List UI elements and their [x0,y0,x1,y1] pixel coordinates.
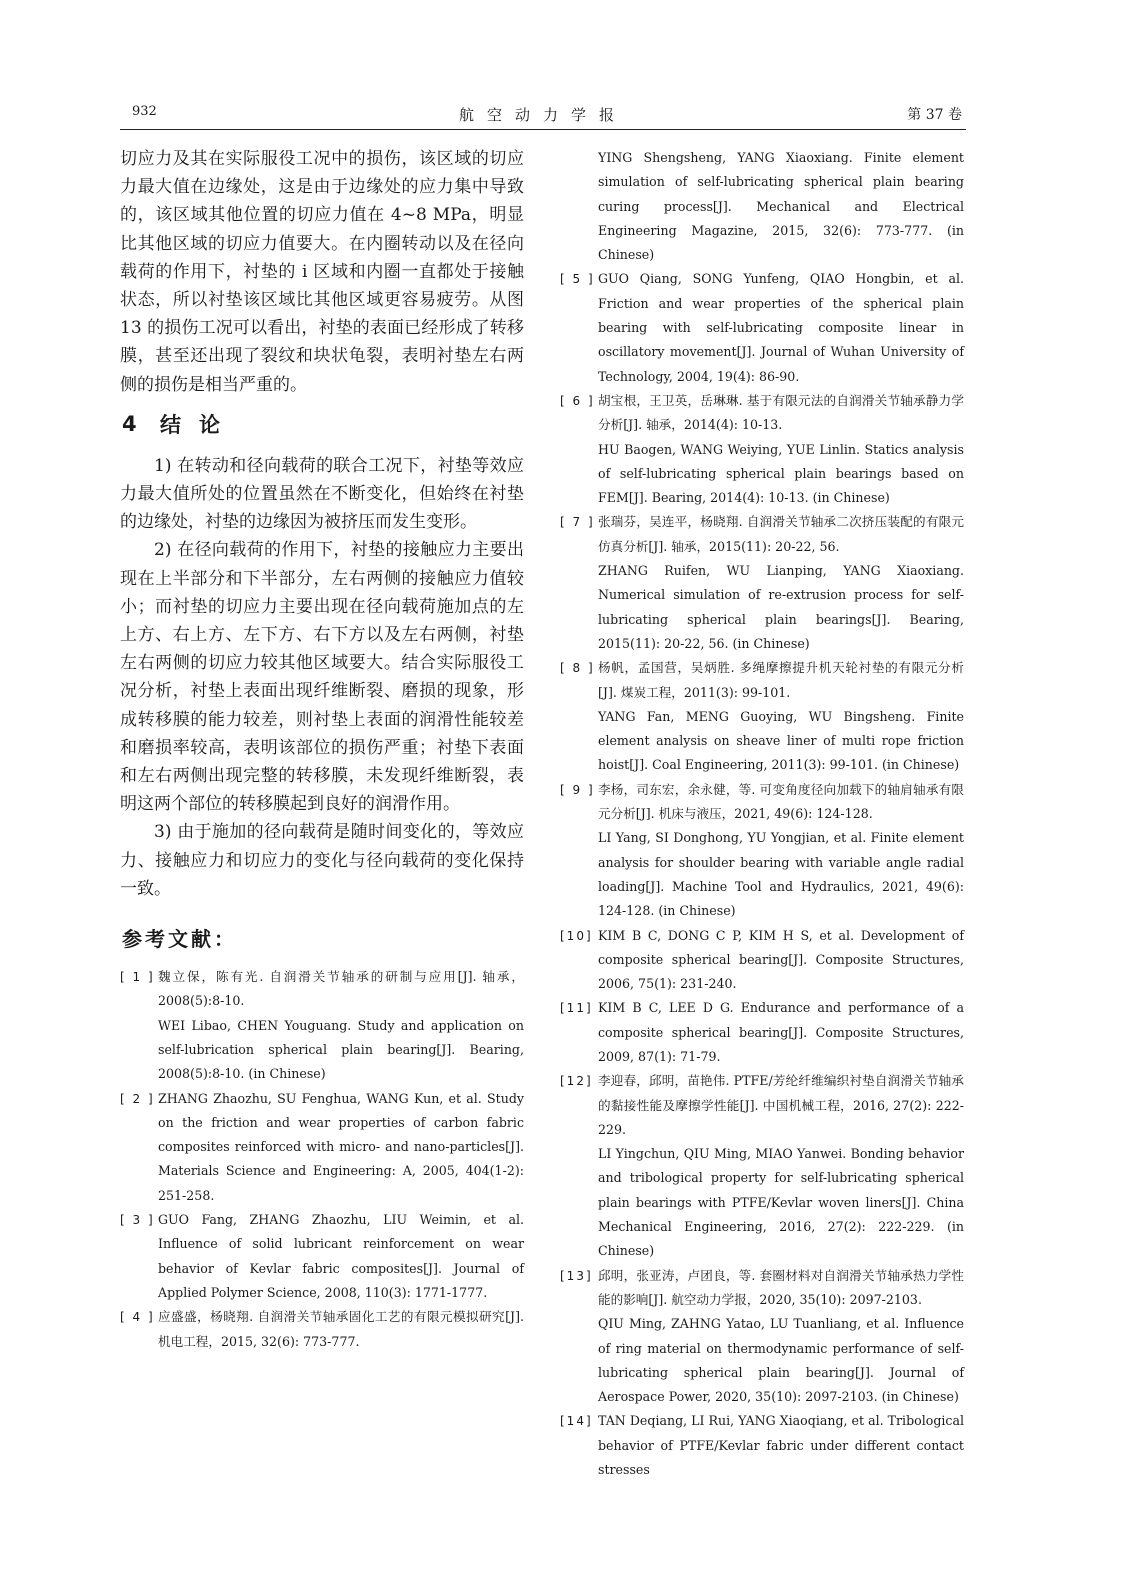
reference-item [560,267,964,388]
reference-number: [ 9 ] [560,782,595,797]
reference-item [560,924,964,997]
reference-line: 魏立保，陈有光. 自润滑关节轴承的研制与应用[J]. 轴承，2008(5):8-10. [158,969,524,1009]
reference-list-left [120,965,524,1354]
reference-line: 张瑞芬，吴连平，杨晓翔. 自润滑关节轴承二次挤压装配的有限元仿真分析[J]. 轴承，2015(11): 20-22, 56. [598,514,964,554]
reference-line: QIU Ming, ZAHNG Yatao, LU Tuanliang, et al. Influence of ring material on thermodynamic performance of self-lubricating spherical plain bearing[J]. Journal of Aerospace Power, 2020, 35(10): 2097-2103. (in Chinese) [598,1316,964,1405]
reference-item [120,1087,524,1208]
reference-text [158,1208,524,1305]
reference-line: 邱明，张亚涛，卢团良，等. 套圈材料对自润滑关节轴承热力学性能的影响[J]. 航空动力学报，2020, 35(10): 2097-2103. [598,1267,964,1307]
reference-text [598,996,964,1069]
reference-number: [ 6 ] [560,393,595,408]
reference-text [158,1087,524,1208]
reference-item [560,389,964,510]
reference-continuation [560,146,964,267]
section-heading [122,410,524,438]
reference-line: GUO Fang, ZHANG Zhaozhu, LIU Weimin, et al. Influence of solid lubricant reinforcement on wear behavior of Kevlar fabric composites[J]. Journal of Applied Polymer Science, 2008, 110(3): 1771-1777. [158,1212,524,1300]
reference-text [598,778,964,924]
reference-line: 胡宝根，王卫英，岳琳琳. 基于有限元法的自润滑关节轴承静力学分析[J]. 轴承，2014(4): 10-13. [598,392,964,433]
reference-number: [ 4 ] [120,1310,155,1325]
section-number: 4 [122,411,137,436]
volume-label: 第 37 卷 [907,107,962,123]
reference-line: 应盛盛，杨晓翔. 自润滑关节轴承固化工艺的有限元模拟研究[J]. 机电工程，2015, 32(6): 773-777. [158,1309,524,1349]
reference-text [598,924,964,997]
reference-line: KIM B C, LEE D G. Endurance and performance of a composite spherical bearing[J]. Composite Structures, 2009, 87(1): 71-79. [598,1000,964,1064]
reference-number: [12] [560,1074,593,1089]
reference-line: WEI Libao, CHEN Youguang. Study and application on self-lubrication spherical plain bearing[J]. Bearing, 2008(5):8-10. (in Chinese) [158,1017,524,1082]
reference-line: LI Yang, SI Donghong, YU Yongjian, et al. Finite element analysis for shoulder bearing with variable angle radial loading[J]. Machine Tool and Hydraulics, 2021, 49(6): 124-128. (in Chinese) [598,830,964,919]
conclusion-1: 1) 在转动和径向载荷的联合工况下，衬垫等效应力最大值所处的位置虽然在不断变化，但始终在衬垫的边缘处，衬垫的边缘因为被挤压而发生变形。 [120,455,524,533]
reference-line: 李迎春，邱明，苗艳伟. PTFE/芳纶纤维编织衬垫自润滑关节轴承的黏接性能及摩擦学性能[J]. 中国机械工程，2016, 27(2): 222-229. [598,1073,964,1137]
reference-text [158,1305,524,1354]
reference-text: YING Shengsheng, YANG Xiaoxiang. Finite element simulation of self-lubricating spherical plain bearing curing process[J]. Mechanical and Electrical Engineering Magazine, 2015, 32(6): 773-777. (in Chinese) [598,150,964,263]
left-column [120,145,524,1354]
reference-line: ZHANG Zhaozhu, SU Fenghua, WANG Kun, et al. Study on the friction and wear properties of carbon fabric composites reinforced with micro- and nano-particles[J]. Materials Science and Engineering: A, 2005, 404(1-2): 251-258. [158,1090,524,1203]
journal-title: 航空动力学报 [458,106,627,124]
reference-number: [14] [560,1414,593,1429]
reference-number: [ 5 ] [560,272,595,287]
reference-item [120,965,524,1086]
reference-line: HU Baogen, WANG Weiying, YUE Linlin. Statics analysis of self-lubricating spherical plain bearings based on FEM[J]. Bearing, 2014(4): 10-13. (in Chinese) [598,441,964,506]
body-paragraph: 切应力及其在实际服役工况中的损伤，该区域的切应力最大值在边缘处，这是由于边缘处的应力集中导致的，该区域其他位置的切应力值在 4~8 MPa，明显比其他区域的切应力值要大。在内圈转动以及在径向载荷的作用下，衬垫的 i 区域和内圈一直都处于接触状态，所以衬垫该区域比其他区域更容易疲劳。从图 13 的损伤工况可以看出，衬垫的表面已经形成了转移膜，甚至还出现了裂纹和块状龟裂，表明衬垫左右两侧的损伤是相当严重的。 [120,149,524,395]
reference-item [560,510,964,656]
reference-item [120,1208,524,1305]
reference-number: [13] [560,1268,593,1283]
reference-line: TAN Deqiang, LI Rui, YANG Xiaoqiang, et al. Tribological behavior of PTFE/Kevlar fabric under different contact stresses [598,1413,964,1478]
reference-line: YANG Fan, MENG Guoying, WU Bingsheng. Finite element analysis on sheave liner of multi rope friction hoist[J]. Coal Engineering, 2011(3): 99-101. (in Chinese) [598,708,964,773]
reference-line: ZHANG Ruifen, WU Lianping, YANG Xiaoxiang. Numerical simulation of re-extrusion process for self-lubricating spherical plain bearings[J]. Bearing, 2015(11): 20-22, 56. (in Chinese) [598,563,964,651]
reference-number: [10] [560,928,593,943]
reference-text [598,267,964,388]
reference-number: [ 8 ] [560,661,595,676]
reference-text [598,1264,964,1410]
reference-item [560,1069,964,1263]
right-column [560,146,964,1482]
reference-line: LI Yingchun, QIU Ming, MIAO Yanwei. Bonding behavior and tribological property for self-lubricating spherical plain bearings with PTFE/Kevlar woven liners[J]. China Mechanical Engineering, 2016, 27(2): 222-229. (in Chinese) [598,1146,964,1259]
reference-item [560,1409,964,1482]
reference-line: 杨帆，孟国营，吴炳胜. 多绳摩擦提升机天轮衬垫的有限元分析[J]. 煤炭工程，2011(3): 99-101. [598,660,964,700]
reference-item [560,1264,964,1410]
reference-item [560,778,964,924]
conclusion-3: 3) 由于施加的径向载荷是随时间变化的，等效应力、接触应力和切应力的变化与径向载荷的变化保持一致。 [120,822,524,899]
page-number: 932 [132,104,157,119]
reference-number: [11] [560,1001,593,1016]
reference-text [598,656,964,777]
header-rule [120,129,966,130]
reference-text [158,965,524,1086]
reference-number: [ 7 ] [560,515,595,530]
reference-line: GUO Qiang, SONG Yunfeng, QIAO Hongbin, et al. Friction and wear properties of the spherical plain bearing with self-lubricating composite linear in oscillatory movement[J]. Journal of Wuhan University of Technology, 2004, 19(4): 86-90. [598,271,964,384]
reference-number: [ 1 ] [120,970,155,985]
reference-line: 李杨，司东宏，余永健，等. 可变角度径向加载下的轴肩轴承有限元分析[J]. 机床与液压，2021, 49(6): 124-128. [598,781,964,822]
reference-number: [ 2 ] [120,1091,155,1106]
reference-line: KIM B C, DONG C P, KIM H S, et al. Development of composite spherical bearing[J]. Composite Structures, 2006, 75(1): 231-240. [598,927,964,992]
reference-item [560,996,964,1069]
conclusion-2: 2) 在径向载荷的作用下，衬垫的接触应力主要出现在上半部分和下半部分，左右两侧的接触应力值较小；而衬垫的切应力主要出现在径向载荷施加点的左上方、右上方、左下方、右下方以及左右两侧，衬垫左右两侧的切应力较其他区域要大。结合实际服役工况分析，衬垫上表面出现纤维断裂、磨损的现象，形成转移膜的能力较差，则衬垫上表面的润滑性能较差和磨损率较高，表明该部位的损伤严重；衬垫下表面和左右两侧出现完整的转移膜，未发现纤维断裂，表明这两个部位的转移膜起到良好的润滑作用。 [120,540,524,815]
reference-number: [ 3 ] [120,1213,155,1228]
reference-text [598,1069,964,1263]
references-heading: 参考文献： [122,927,237,952]
reference-item [560,656,964,777]
reference-item [120,1305,524,1354]
section-title: 结论 [160,412,238,437]
reference-text [598,510,964,656]
reference-list-right [560,267,964,1482]
reference-text [598,1409,964,1482]
reference-text [598,389,964,510]
page-header [120,100,966,130]
